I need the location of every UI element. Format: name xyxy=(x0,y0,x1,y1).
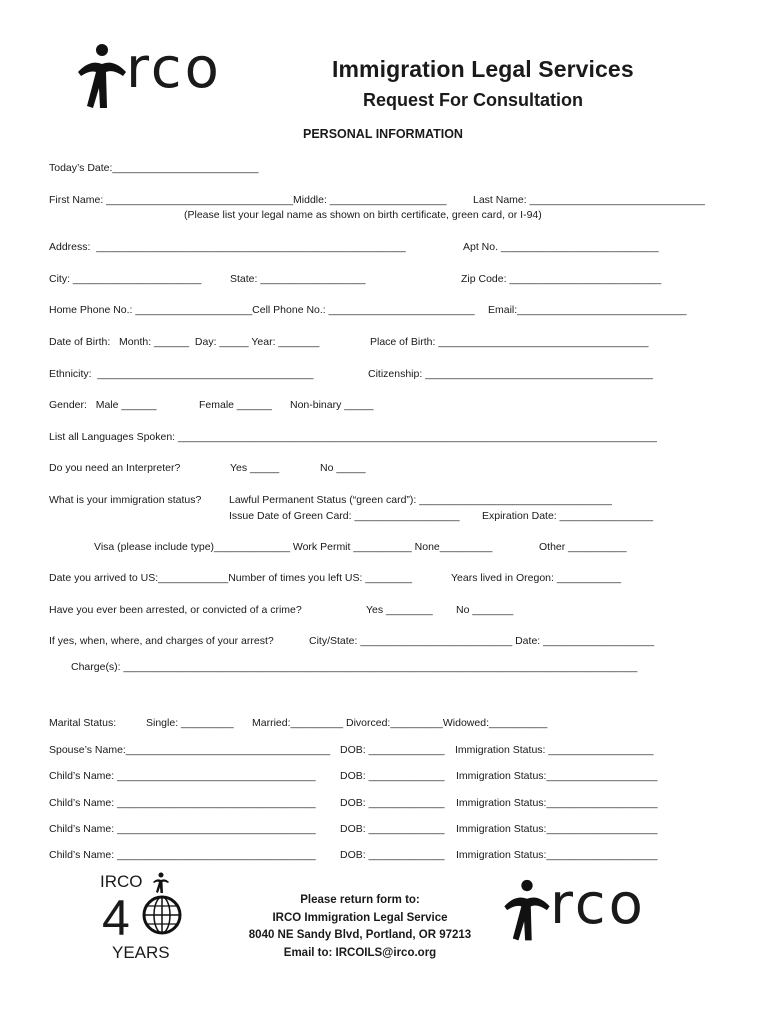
child-dob-field[interactable]: DOB: _____________ xyxy=(340,770,445,782)
arrest-city-date-field[interactable]: City/State: __________________________ Date: ___________________ xyxy=(309,635,655,647)
child-status-field[interactable]: Immigration Status:___________________ xyxy=(456,823,658,835)
interpreter-question: Do you need an Interpreter? xyxy=(49,462,181,474)
todays-date-field[interactable]: Today’s Date:_________________________ xyxy=(49,162,259,174)
arrest-no-field[interactable]: No _______ xyxy=(456,604,514,616)
return-instructions xyxy=(230,892,490,962)
forty-years-badge xyxy=(96,872,196,967)
child-dob-field[interactable]: DOB: _____________ xyxy=(340,797,445,809)
person-figure-icon xyxy=(152,872,170,894)
ethnicity-field[interactable]: Ethnicity: _____________________________________ xyxy=(49,368,314,380)
irco-logo xyxy=(76,36,276,114)
arrest-yes-field[interactable]: Yes ________ xyxy=(366,604,433,616)
page-subtitle: Request For Consultation xyxy=(363,90,583,110)
irco-logo-footer xyxy=(502,872,682,950)
badge-irco-label: IRCO xyxy=(100,872,143,891)
marital-status-label: Marital Status: xyxy=(49,717,117,729)
page-title: Immigration Legal Services xyxy=(332,56,634,82)
return-email: Email to: IRCOILS@irco.org xyxy=(283,946,437,959)
green-card-field[interactable]: Lawful Permanent Status (“green card”): _________________________________ xyxy=(229,494,612,506)
child-dob-field[interactable]: DOB: _____________ xyxy=(340,823,445,835)
person-figure-icon xyxy=(502,878,552,946)
gender-female-field[interactable]: Female ______ xyxy=(199,399,272,411)
email-field[interactable]: Email:_____________________________ xyxy=(488,304,687,316)
spouse-status-field[interactable]: Immigration Status: __________________ xyxy=(455,744,654,756)
return-organization: IRCO Immigration Legal Service xyxy=(272,911,448,924)
interpreter-yes-field[interactable]: Yes _____ xyxy=(230,462,280,474)
logo-wordmark: rco xyxy=(550,872,646,937)
city-field[interactable]: City: ______________________ xyxy=(49,273,202,285)
dob-row[interactable]: Date of Birth: Month: ______ Day: _____ Year: _______ xyxy=(49,336,320,348)
child-name-field[interactable]: Child’s Name: __________________________________ xyxy=(49,823,316,835)
badge-years-label: YEARS xyxy=(112,943,170,962)
person-figure-icon xyxy=(76,42,128,114)
green-card-issue-date-field[interactable]: Issue Date of Green Card: __________________ xyxy=(229,510,460,522)
arrival-row[interactable]: Date you arrived to US:____________Number of times you left US: ________ xyxy=(49,572,413,584)
gender-nonbinary-field[interactable]: Non-binary _____ xyxy=(290,399,374,411)
languages-field[interactable]: List all Languages Spoken: __________________________________________________________________________________ xyxy=(49,431,657,443)
marital-single-field[interactable]: Single: _________ xyxy=(146,717,234,729)
gender-male-field[interactable]: Gender: Male ______ xyxy=(49,399,157,411)
arrest-question: Have you ever been arrested, or convicted of a crime? xyxy=(49,604,302,616)
visa-row[interactable]: Visa (please include type)_____________ Work Permit __________ None_________ xyxy=(94,541,493,553)
green-card-expiration-field[interactable]: Expiration Date: ________________ xyxy=(482,510,654,522)
place-of-birth-field[interactable]: Place of Birth: ____________________________________ xyxy=(370,336,649,348)
name-row[interactable]: First Name: ________________________________Middle: ____________________ xyxy=(49,194,447,206)
charges-field[interactable]: Charge(s): ________________________________________________________________________________________ xyxy=(71,661,638,673)
years-in-oregon-field[interactable]: Years lived in Oregon: ___________ xyxy=(451,572,622,584)
child-status-field[interactable]: Immigration Status:___________________ xyxy=(456,770,658,782)
child-name-field[interactable]: Child’s Name: __________________________________ xyxy=(49,849,316,861)
badge-digit: 4 xyxy=(102,890,130,946)
marital-other-fields[interactable]: Married:_________ Divorced:_________Widowed:__________ xyxy=(252,717,548,729)
globe-icon xyxy=(141,894,183,936)
apt-field[interactable]: Apt No. ___________________________ xyxy=(463,241,659,253)
name-instruction: (Please list your legal name as shown on birth certificate, green card, or I-94) xyxy=(184,209,542,221)
zip-field[interactable]: Zip Code: __________________________ xyxy=(461,273,662,285)
spouse-dob-field[interactable]: DOB: _____________ xyxy=(340,744,445,756)
last-name-field[interactable]: Last Name: ______________________________ xyxy=(473,194,705,206)
child-status-field[interactable]: Immigration Status:___________________ xyxy=(456,797,658,809)
child-dob-field[interactable]: DOB: _____________ xyxy=(340,849,445,861)
return-address: 8040 NE Sandy Blvd, Portland, OR 97213 xyxy=(248,929,472,941)
arrest-details-question: If yes, when, where, and charges of your arrest? xyxy=(49,635,274,647)
phone-row[interactable]: Home Phone No.: ____________________Cell Phone No.: _________________________ xyxy=(49,304,475,316)
child-name-field[interactable]: Child’s Name: __________________________________ xyxy=(49,770,316,782)
child-status-field[interactable]: Immigration Status:___________________ xyxy=(456,849,658,861)
logo-wordmark: rco xyxy=(126,36,222,101)
address-field[interactable]: Address: _____________________________________________________ xyxy=(49,241,406,253)
interpreter-no-field[interactable]: No _____ xyxy=(320,462,366,474)
visa-other-field[interactable]: Other __________ xyxy=(539,541,627,553)
immigration-status-question: What is your immigration status? xyxy=(49,494,202,506)
state-field[interactable]: State: __________________ xyxy=(230,273,366,285)
citizenship-field[interactable]: Citizenship: _______________________________________ xyxy=(368,368,653,380)
child-name-field[interactable]: Child’s Name: __________________________________ xyxy=(49,797,316,809)
return-heading: Please return form to: xyxy=(300,894,420,906)
section-heading: PERSONAL INFORMATION xyxy=(303,127,463,141)
spouse-name-field[interactable]: Spouse’s Name:___________________________________ xyxy=(49,744,331,756)
